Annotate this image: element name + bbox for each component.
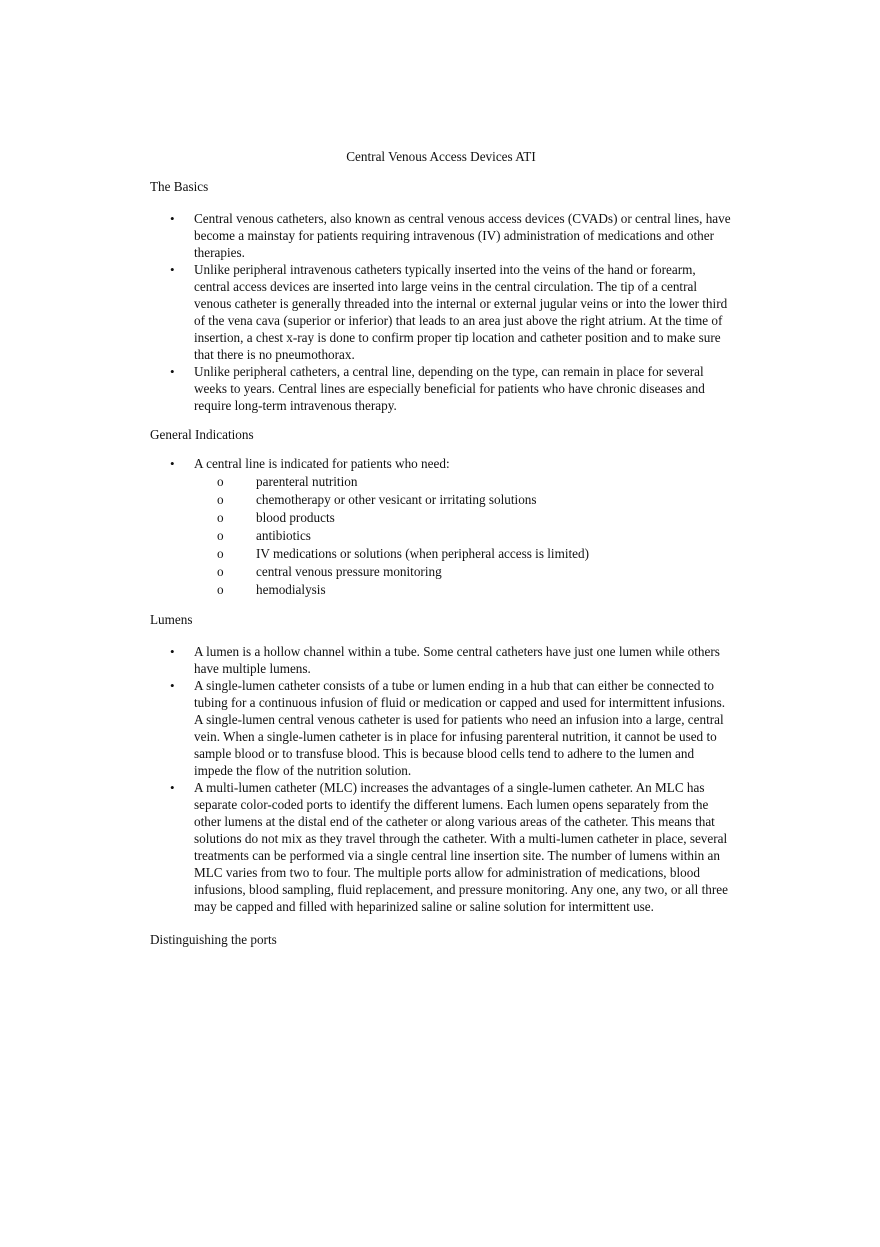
bullet-icon: • — [170, 364, 175, 379]
list-item — [150, 363, 732, 414]
section-heading-lumens: Lumens — [150, 612, 193, 627]
sub-list-item — [150, 473, 732, 491]
list-item — [150, 643, 732, 677]
sub-list-item-text: antibiotics — [256, 528, 311, 543]
list-item-text: A lumen is a hollow channel within a tube. Some central catheters have just one lumen while others have multiple lumens. — [194, 644, 720, 676]
document-title: Central Venous Access Devices ATI — [346, 149, 536, 164]
sub-list-item-text: blood products — [256, 510, 335, 525]
bullet-icon: • — [170, 644, 175, 659]
circle-marker-icon: o — [217, 492, 224, 507]
bullet-list-lumens — [150, 643, 732, 915]
bullet-list-general-indications — [150, 455, 732, 599]
circle-marker-icon: o — [217, 474, 224, 489]
list-item-text: Unlike peripheral catheters, a central line, depending on the type, can remain in place for several weeks to years. Central lines are especially beneficial for patients who have chronic diseases and require long-term intravenous therapy. — [194, 364, 705, 413]
list-item-text: A central line is indicated for patients who need: — [194, 456, 450, 471]
sub-list-item — [150, 545, 732, 563]
section-heading-general-indications: General Indications — [150, 427, 254, 442]
bullet-icon: • — [170, 211, 175, 226]
section-heading-distinguishing-the-ports: Distinguishing the ports — [150, 932, 277, 947]
bullet-icon: • — [170, 678, 175, 693]
circle-marker-icon: o — [217, 528, 224, 543]
list-item-text: Central venous catheters, also known as central venous access devices (CVADs) or central lines, have become a mainstay for patients requiring intravenous (IV) administration of medications and other therapies. — [194, 211, 731, 260]
sub-list-item-text: chemotherapy or other vesicant or irritating solutions — [256, 492, 537, 507]
list-item — [150, 779, 732, 915]
bullet-list-the-basics — [150, 210, 732, 414]
section-heading-the-basics: The Basics — [150, 179, 209, 194]
list-item-text: A single-lumen catheter consists of a tube or lumen ending in a hub that can either be connected to tubing for a continuous infusion of fluid or medication or capped and used for intermittent infusions. A single-lumen central venous catheter is used for patients who need an infusion into a large, central vein. When a single-lumen catheter is in place for infusing parenteral nutrition, it cannot be used to sample blood or to transfuse blood. This is because blood cells tend to adhere to the lumen and impede the flow of the nutrition solution. — [194, 678, 726, 778]
list-item — [150, 210, 732, 261]
sub-list-item — [150, 491, 732, 509]
list-item — [150, 677, 732, 779]
sub-list-item — [150, 527, 732, 545]
circle-marker-icon: o — [217, 510, 224, 525]
bullet-icon: • — [170, 780, 175, 795]
document-body — [150, 148, 732, 963]
sub-list-item — [150, 509, 732, 527]
list-item — [150, 261, 732, 363]
list-item — [150, 455, 732, 599]
circle-marker-icon: o — [217, 564, 224, 579]
circle-marker-icon: o — [217, 582, 224, 597]
sub-list-item-text: IV medications or solutions (when peripheral access is limited) — [256, 546, 590, 561]
list-item-text: A multi-lumen catheter (MLC) increases the advantages of a single-lumen catheter. An MLC has separate color-coded ports to identify the different lumens. Each lumen opens separately from the other lumens at the distal end of the catheter or along various areas of the catheter. This means that solutions do not mix as they travel through the catheter. With a multi-lumen catheter in place, several treatments can be performed via a single central line insertion site. The number of lumens within an MLC varies from two to four. The multiple ports allow for administration of medications, blood infusions, blood sampling, fluid replacement, and pressure monitoring. Any one, any two, or all three may be capped and filled with heparinized saline or saline solution for intermittent use. — [194, 780, 728, 914]
sub-list-item — [150, 581, 732, 599]
list-item-text: Unlike peripheral intravenous catheters typically inserted into the veins of the hand or forearm, central access devices are inserted into large veins in the central circulation. The tip of a central venous catheter is generally threaded into the internal or external jugular veins or into the lower third of the vena cava (superior or inferior) that leads to an area just above the right atrium. At the time of insertion, a chest x-ray is done to confirm proper tip location and catheter position and to make sure that there is no pneumothorax. — [194, 262, 728, 362]
sub-list-item-text: hemodialysis — [256, 582, 326, 597]
sub-list-item — [150, 563, 732, 581]
sub-list-item-text: central venous pressure monitoring — [256, 564, 442, 579]
circle-marker-icon: o — [217, 546, 224, 561]
bullet-icon: • — [170, 262, 175, 277]
sub-list-item-text: parenteral nutrition — [256, 474, 358, 489]
sub-list-indications — [194, 473, 732, 599]
bullet-icon: • — [170, 456, 175, 471]
